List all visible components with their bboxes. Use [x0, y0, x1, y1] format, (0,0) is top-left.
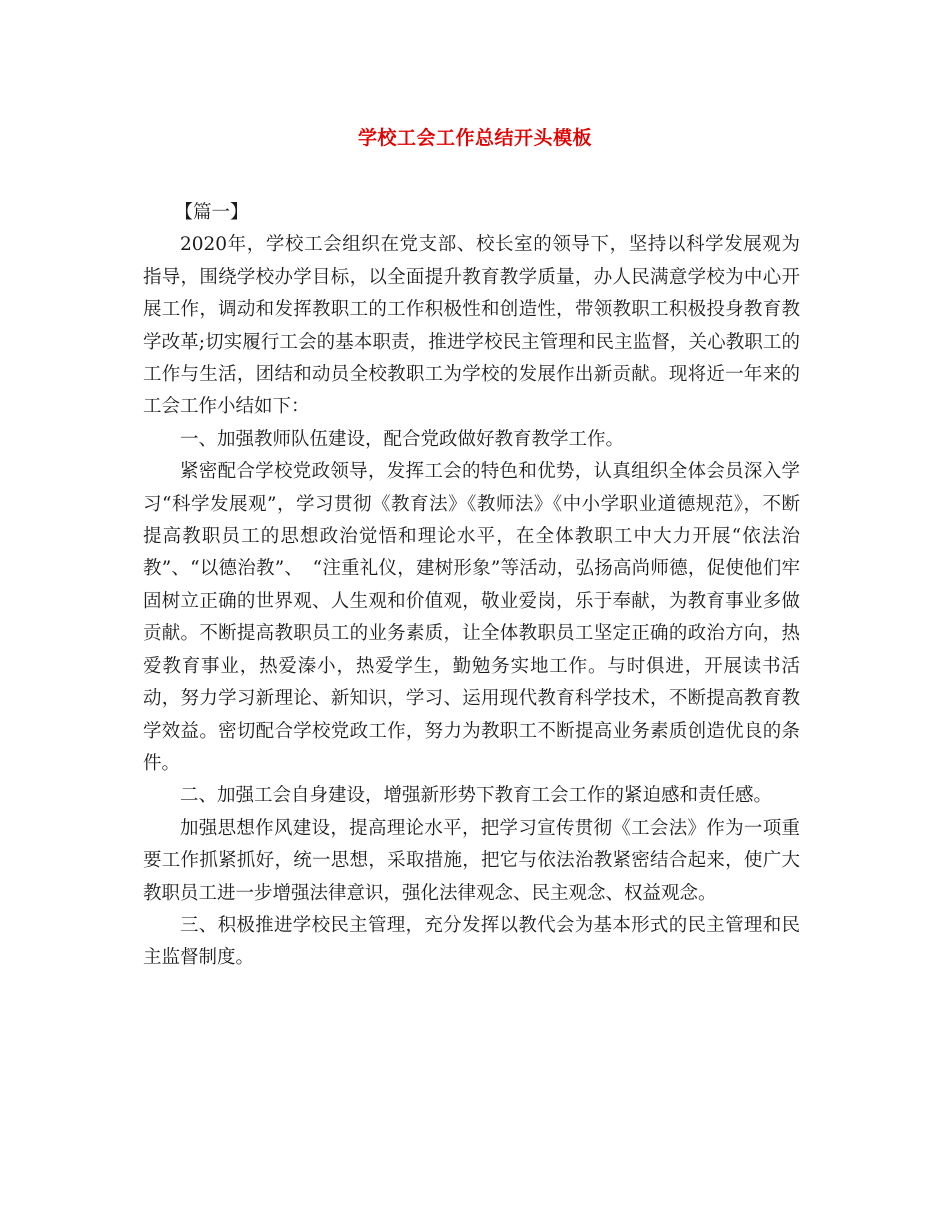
- paragraph-section-2: 加强思想作风建设，提高理论水平，把学习宣传贯彻《工会法》作为一项重要工作抓紧抓好，统一思想，采取措施，把它与依法治教紧密结合起来，使广大教职员工进一步增强法律意识，强化法律观念、民主观念、权益观念。: [143, 817, 800, 904]
- heading-section-1: 一、加强教师队伍建设，配合党政做好教育教学工作。: [180, 428, 625, 450]
- heading-section-3: 三、积极推进学校民主管理，充分发挥以教代会为基本形式的民主管理和民主监督制度。: [143, 914, 800, 969]
- heading-section-2: 二、加强工会自身建设，增强新形势下教育工会工作的紧迫感和责任感。: [180, 785, 773, 807]
- paragraph-section-1: 紧密配合学校党政领导，发挥工会的特色和优势，认真组织全体会员深入学习“科学发展观”，学习贯彻《教育法》《教师法》《中小学职业道德规范》，不断提高教职员工的思想政治觉悟和理论水平，在全体教职工中大力开展“依法治教”、“以德治教”、 “注重礼仪，建树形象”等活动，弘扬高尚师德，促使他们牢固树立正确的世界观、人生观和价值观，敬业爱岗，乐于奉献，为教育事业多做贡献。不断提高教职员工的业务素质，让全体教职员工坚定正确的政治方向，热爱教育事业，热爱溱小，热爱学生，勤勉务实地工作。与时俱进，开展读书活动，努力学习新理论、新知识，学习、运用现代教育科学技术，不断提高教育教学效益。密切配合学校党政工作，努力为教职工不断提高业务素质创造优良的条件。: [143, 461, 800, 774]
- paragraph-intro: 2020年，学校工会组织在党支部、校长室的领导下，坚持以科学发展观为指导，围绕学校办学目标，以全面提升教育教学质量，办人民满意学校为中心开展工作，调动和发挥教职工的工作积极性和创造性，带领教职工积极投身教育教学改革;切实履行工会的基本职责，推进学校民主管理和民主监督，关心教职工的工作与生活，团结和动员全校教职工为学校的发展作出新贡献。现将近一年来的工会工作小结如下：: [143, 234, 800, 418]
- document-body: [143, 197, 800, 975]
- document-title: 学校工会工作总结开头模板: [357, 127, 592, 149]
- section-label: 【篇一】: [174, 202, 249, 223]
